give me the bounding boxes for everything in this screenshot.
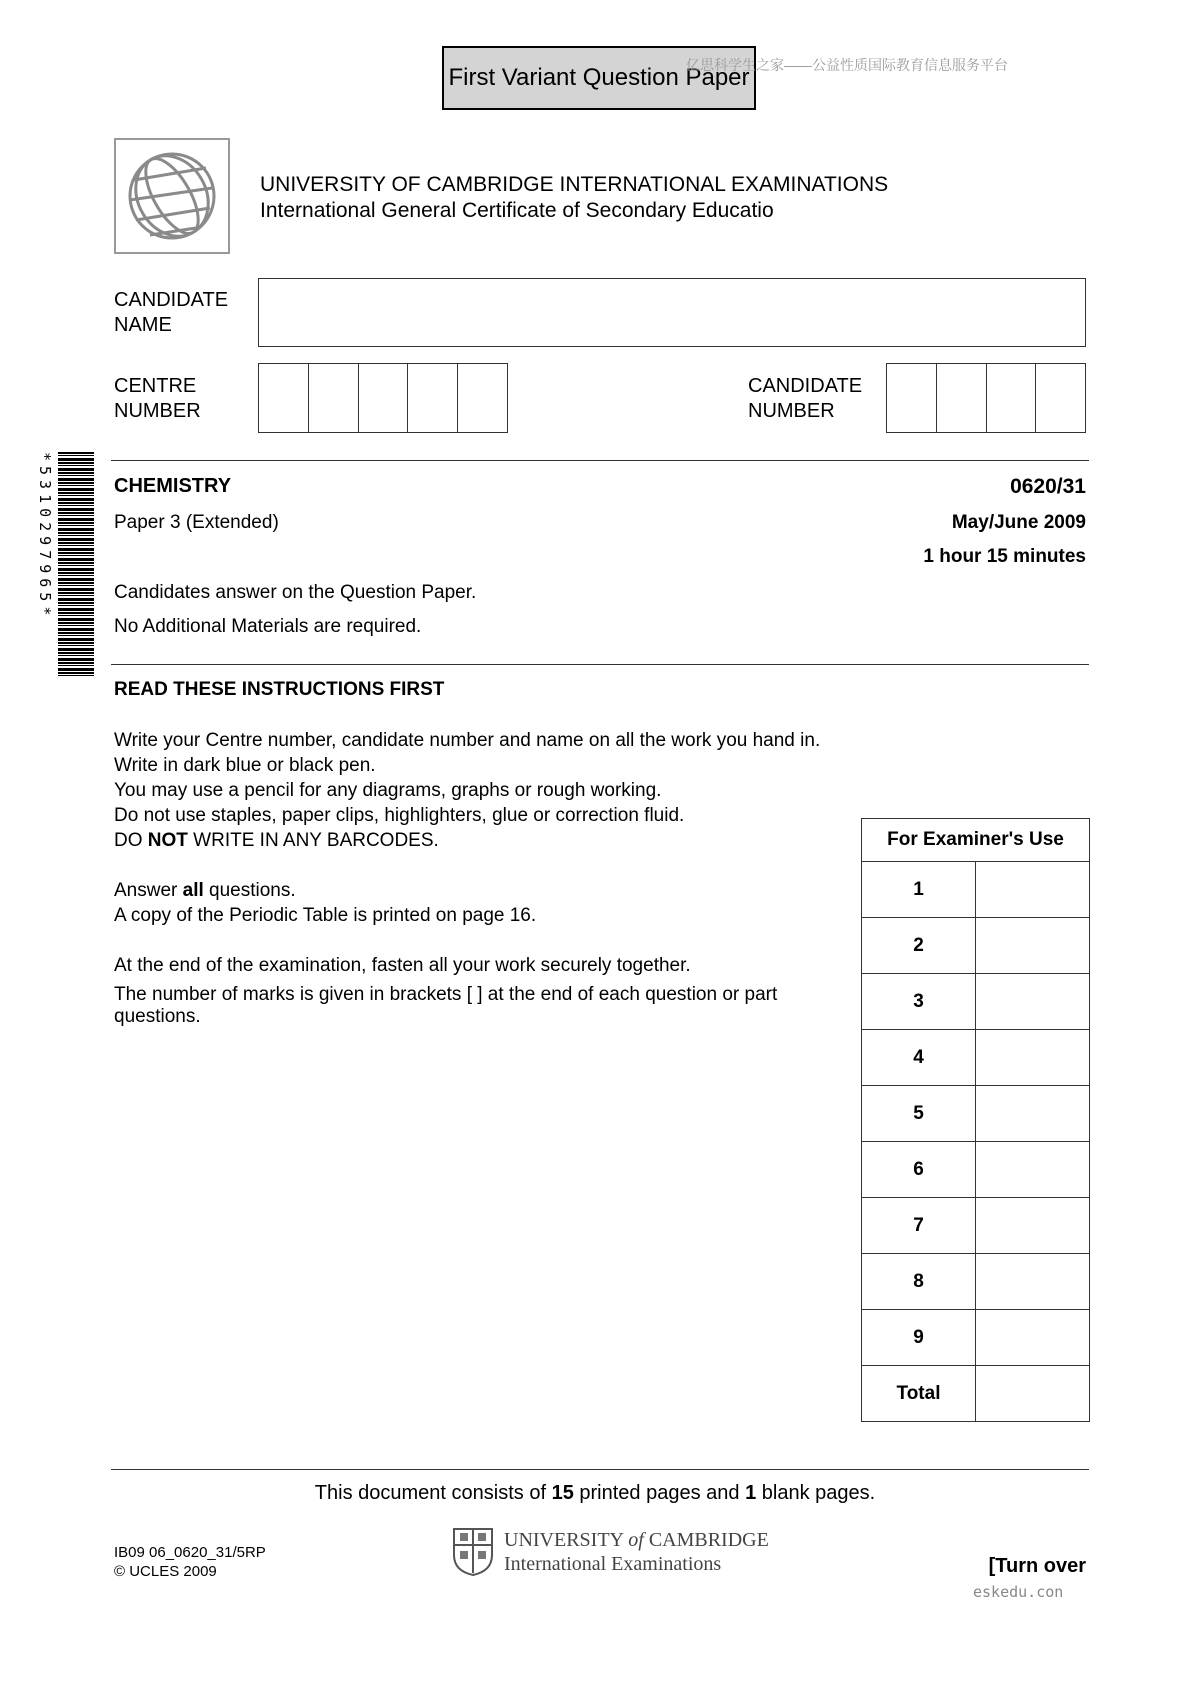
variant-label: First Variant Question Paper <box>442 46 756 110</box>
divider <box>111 664 1089 665</box>
question-number: 2 <box>862 918 976 974</box>
instruction-text: questions. <box>203 880 296 901</box>
mark-cell[interactable] <box>976 1310 1090 1366</box>
candidate-name-label-line1: CANDIDATE <box>114 289 229 311</box>
exam-session: May/June 2009 <box>951 512 1086 533</box>
centre-number-label <box>114 374 201 424</box>
candidate-name-label-line2: NAME <box>114 314 172 336</box>
instruction-text: DO <box>114 830 148 851</box>
mark-cell[interactable] <box>976 1142 1090 1198</box>
university-name: UNIVERSITY OF CAMBRIDGE INTERNATIONAL EXAMINATIONS <box>260 173 889 196</box>
mark-cell[interactable] <box>976 974 1090 1030</box>
copyright-line: © UCLES 2009 <box>114 1563 217 1580</box>
instruction-line: At the end of the examination, fasten all your work securely together. <box>114 955 691 976</box>
candidate-digit-box[interactable] <box>937 364 987 432</box>
instructions-heading: READ THESE INSTRUCTIONS FIRST <box>114 679 445 700</box>
candidate-name-field[interactable] <box>258 278 1086 347</box>
candidate-number-label-line2: NUMBER <box>748 400 835 422</box>
page-count-note <box>0 1481 1190 1506</box>
total-mark-cell[interactable] <box>976 1366 1090 1422</box>
barcode-digits: *5310297965* <box>36 452 54 621</box>
mark-cell[interactable] <box>976 1254 1090 1310</box>
exam-board-title <box>260 172 888 224</box>
logo-text: CAMBRIDGE <box>643 1529 769 1551</box>
question-number: 9 <box>862 1310 976 1366</box>
centre-number-field[interactable] <box>258 363 508 433</box>
instruction-text: WRITE IN ANY BARCODES. <box>187 830 439 851</box>
examiner-table-heading: For Examiner's Use <box>862 819 1090 862</box>
logo-text: UNIVERSITY <box>504 1529 629 1551</box>
mark-cell[interactable] <box>976 1030 1090 1086</box>
printed-pages-count: 15 <box>551 1482 574 1504</box>
cambridge-logo-line2: International Examinations <box>504 1553 722 1575</box>
centre-digit-box[interactable] <box>458 364 507 432</box>
document-code-line: IB09 06_0620_31/5RP <box>114 1544 266 1561</box>
instruction-line: A copy of the Periodic Table is printed on page 16. <box>114 905 537 926</box>
centre-number-label-line1: CENTRE <box>114 375 197 397</box>
barcode <box>58 452 94 678</box>
question-number: 1 <box>862 862 976 918</box>
instruction-line: You may use a pencil for any diagrams, graphs or rough working. <box>114 780 662 801</box>
centre-digit-box[interactable] <box>309 364 359 432</box>
candidate-number-label <box>748 374 862 424</box>
paper-name: Paper 3 (Extended) <box>114 512 279 533</box>
candidate-name-label <box>114 288 228 338</box>
question-number: 4 <box>862 1030 976 1086</box>
candidate-digit-box[interactable] <box>887 364 937 432</box>
turn-over-note: [Turn over <box>988 1555 1086 1577</box>
page-count-text: printed pages and <box>573 1482 746 1504</box>
instruction-line <box>114 878 854 903</box>
total-label: Total <box>862 1366 976 1422</box>
examiner-use-table <box>861 818 1090 1422</box>
instruction-line: Do not use staples, paper clips, highlighters, glue or correction fluid. <box>114 805 685 826</box>
instruction-line: questions. <box>114 1006 201 1027</box>
paper-code: 0620/31 <box>1010 475 1086 498</box>
instruction-line: The number of marks is given in brackets [ ] at the end of each question or part <box>114 984 778 1005</box>
instruction-line: Write in dark blue or black pen. <box>114 755 376 776</box>
candidate-number-field[interactable] <box>886 363 1086 433</box>
mark-cell[interactable] <box>976 1198 1090 1254</box>
subject-title: CHEMISTRY <box>114 475 232 497</box>
mark-cell[interactable] <box>976 918 1090 974</box>
instruction-line: Write your Centre number, candidate number and name on all the work you hand in. <box>114 730 821 751</box>
instruction-emphasis: all <box>182 880 204 901</box>
page-count-text: This document consists of <box>314 1482 552 1504</box>
cambridge-logo-text <box>504 1528 769 1576</box>
instruction-text: Answer <box>114 880 183 901</box>
qualification-name: International General Certificate of Secondary Educatio <box>260 199 774 222</box>
centre-digit-box[interactable] <box>408 364 458 432</box>
watermark-text: 亿思科学生之家——公益性质国际教育信息服务平台 <box>686 57 1008 73</box>
crest-icon <box>452 1527 494 1577</box>
answer-instruction: Candidates answer on the Question Paper. <box>114 582 477 603</box>
mark-cell[interactable] <box>976 1086 1090 1142</box>
mark-cell[interactable] <box>976 862 1090 918</box>
candidate-number-label-line1: CANDIDATE <box>748 375 863 397</box>
question-number: 6 <box>862 1142 976 1198</box>
page-count-text: blank pages. <box>756 1482 876 1504</box>
materials-note: No Additional Materials are required. <box>114 616 422 637</box>
question-number: 8 <box>862 1254 976 1310</box>
centre-number-label-line2: NUMBER <box>114 400 201 422</box>
cambridge-logo-line1 <box>504 1528 769 1552</box>
question-number: 3 <box>862 974 976 1030</box>
question-number: 5 <box>862 1086 976 1142</box>
candidate-digit-box[interactable] <box>987 364 1037 432</box>
site-watermark: eskedu.con <box>973 1583 1064 1601</box>
globe-logo <box>114 138 230 254</box>
centre-digit-box[interactable] <box>359 364 409 432</box>
globe-icon <box>116 140 228 252</box>
blank-pages-count: 1 <box>745 1482 757 1504</box>
exam-duration: 1 hour 15 minutes <box>923 546 1086 567</box>
instruction-line <box>114 828 854 853</box>
divider <box>111 1469 1089 1470</box>
divider <box>111 460 1089 461</box>
instruction-emphasis: NOT <box>147 830 188 851</box>
centre-digit-box[interactable] <box>259 364 309 432</box>
cambridge-logo <box>452 1527 769 1577</box>
instructions-block <box>114 728 854 1027</box>
document-code <box>114 1543 266 1581</box>
question-number: 7 <box>862 1198 976 1254</box>
logo-text: of <box>628 1529 644 1551</box>
candidate-digit-box[interactable] <box>1036 364 1085 432</box>
